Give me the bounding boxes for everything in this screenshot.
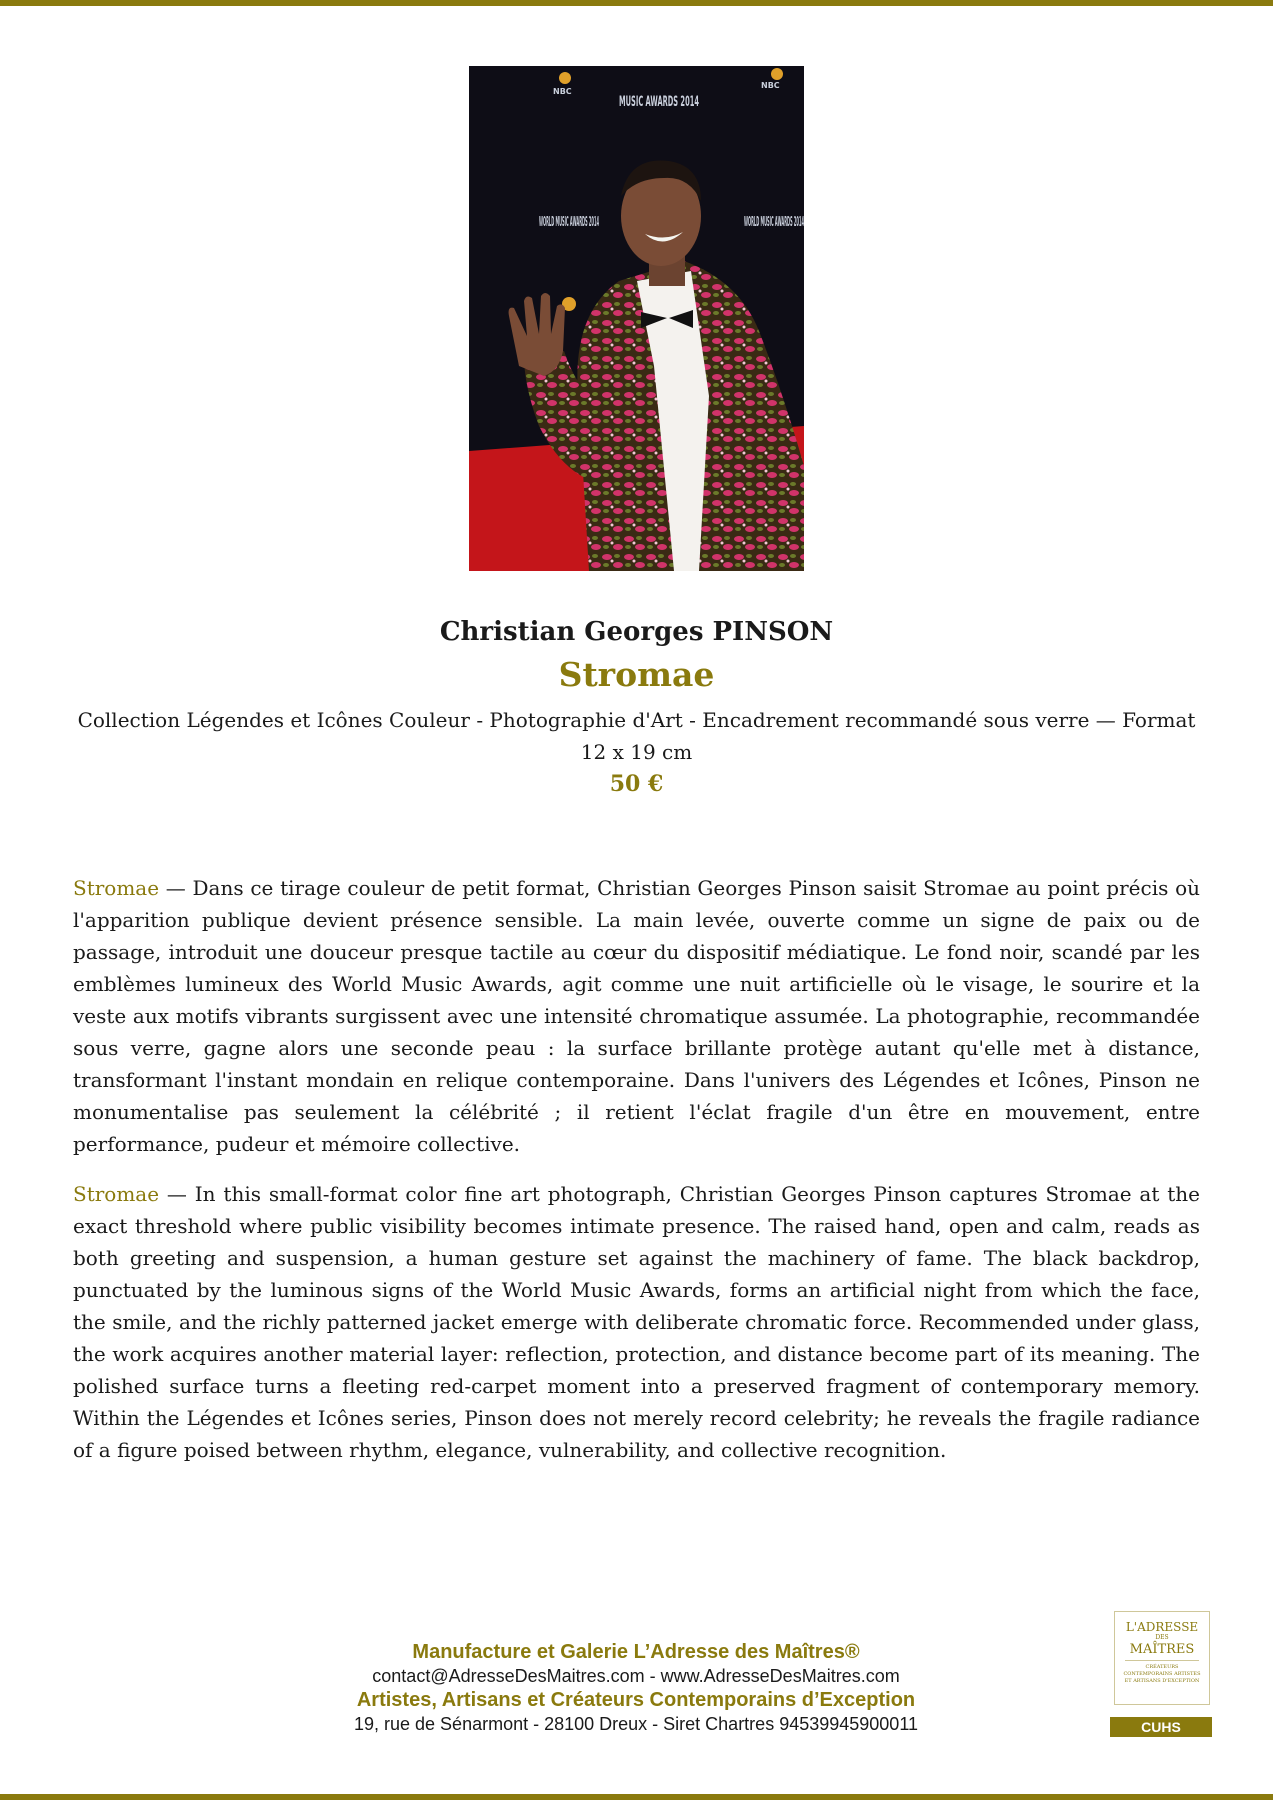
artist-name: Christian Georges PINSON [439, 617, 834, 647]
logo-line-2: DES [1155, 1634, 1169, 1641]
footer-address: 19, rue de Sénarmont - 28100 Dreux - Siret Chartres 94539945900011 [353, 1714, 919, 1734]
logo-divider [1125, 1660, 1199, 1661]
artwork-title: Stromae [558, 655, 715, 694]
description-en-lead: Stromae [73, 1182, 160, 1206]
description-fr [73, 872, 1200, 1160]
backdrop-text-1: NBC [553, 87, 572, 96]
header-block [60, 612, 1213, 800]
footer-gallery-name: Manufacture et Galerie L’Adresse des Maîtres® [412, 1641, 860, 1663]
artwork-price: 50 € [609, 771, 664, 797]
nbc-logo-icon [559, 72, 571, 84]
gallery-logo [1114, 1611, 1210, 1705]
backdrop-text-2: MUSIC AWARDS 2014 [619, 94, 700, 110]
description-en-text: — In this small-format color fine art photograph, Christian Georges Pinson captures Stromae at the exact threshold where public visibility becomes intimate presence. The raised hand, open and calm, reads as both greeting and suspension, a human gesture set against the machinery of fame. The black backdrop, punctuated by the luminous signs of the World Music Awards, forms an artificial night from which the face, the smile, and the richly patterned jacket emerge with deliberate chromatic force. Recommended under glass, the work acquires another material layer: reflection, protection, and distance become part of its meaning. The polished surface turns a fleeting red-carpet moment into a preserved fragment of contemporary memory. Within the Légendes et Icônes series, Pinson does not merely record celebrity; he reveals the fragile radiance of a figure poised between rhythm, elegance, vulnerability, and collective recognition. [73, 1182, 1200, 1462]
description-en [73, 1178, 1200, 1466]
artwork-photo [469, 66, 804, 571]
description-fr-lead: Stromae [73, 876, 160, 900]
footer-tagline: Artistes, Artisans et Créateurs Contemporains d’Exception [356, 1689, 916, 1711]
top-rule [0, 0, 1273, 6]
nbc-logo-icon [771, 68, 783, 80]
footer [236, 1640, 1036, 1736]
logo-badge: CUHS [1110, 1717, 1212, 1737]
logo-line-1: L'ADRESSE [1125, 1620, 1199, 1634]
backdrop-text-5: WORLD MUSIC AWARDS 2014 [744, 215, 804, 230]
bottom-rule [0, 1794, 1273, 1800]
description [73, 872, 1200, 1484]
artwork-subtitle: Collection Légendes et Icônes Couleur - Photographie d'Art - Encadrement recommandé sous verre — Format 12 x 19 cm [77, 708, 1196, 764]
logo-line-4: CRÉATEURS CONTEMPORAINS ARTISTES ET ARTISANS D'EXCEPTION [1123, 1664, 1201, 1684]
backdrop-text-3: NBC [761, 81, 780, 90]
footer-contact: contact@AdresseDesMaitres.com - www.AdresseDesMaitres.com [372, 1666, 900, 1686]
backdrop-text-4: WORLD MUSIC AWARDS 2014 [539, 215, 599, 230]
logo-line-3: MAÎTRES [1129, 1642, 1195, 1657]
description-fr-text: — Dans ce tirage couleur de petit format, Christian Georges Pinson saisit Stromae au point précis où l'apparition publique devient présence sensible. La main levée, ouverte comme un signe de paix ou de passage, introduit une douceur presque tactile au cœur du dispositif médiatique. Le fond noir, scandé par les emblèmes lumineux des World Music Awards, agit comme une nuit artificielle où le visage, le sourire et la veste aux motifs vibrants surgissent avec une intensité chromatique assumée. La photographie, recommandée sous verre, gagne alors une seconde peau : la surface brillante protège autant qu'elle met à distance, transformant l'instant mondain en relique contemporaine. Dans l'univers des Légendes et Icônes, Pinson ne monumentalise pas seulement la célébrité ; il retient l'éclat fragile d'un être en mouvement, entre performance, pudeur et mémoire collective. [73, 876, 1200, 1156]
